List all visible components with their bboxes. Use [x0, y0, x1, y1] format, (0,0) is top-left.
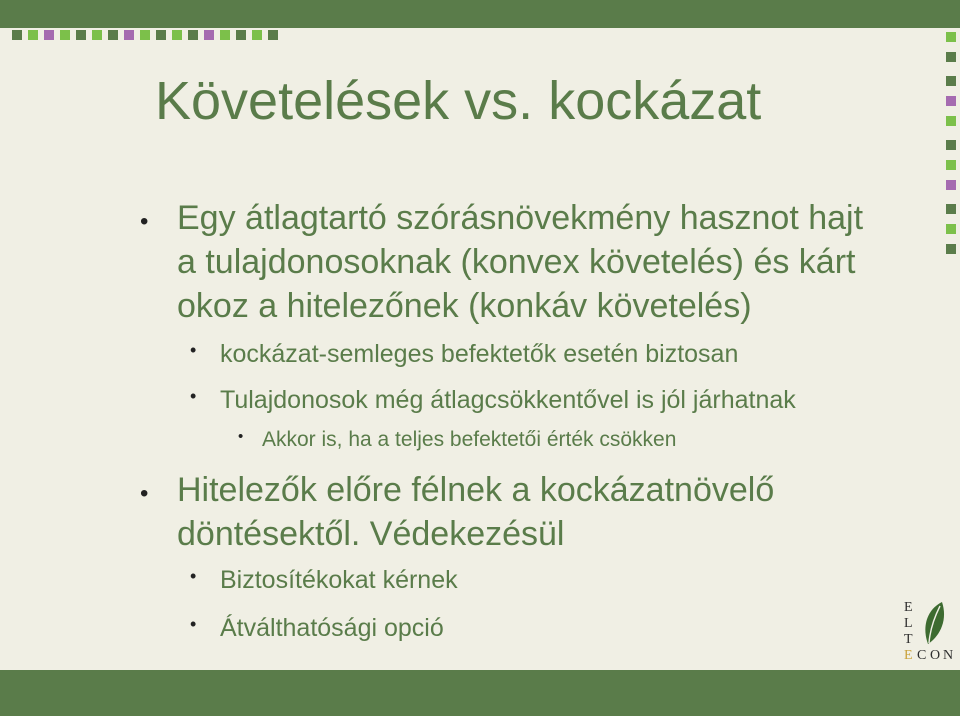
slide-title: Követelések vs. kockázat — [155, 71, 762, 131]
leaf-icon — [920, 600, 948, 646]
bullet-marker: • — [140, 480, 149, 507]
bullet-1-sub-sub-1: Akkor is, ha a teljes befektetői érték csökken — [262, 428, 677, 451]
bullet-2-sub-2: Átválthatósági opció — [220, 614, 444, 642]
sub-bullet-marker: • — [190, 386, 197, 406]
sub-bullet-marker: • — [190, 340, 197, 360]
top-bar — [0, 0, 960, 28]
sub-bullet-marker: • — [190, 566, 197, 586]
bullet-marker: • — [140, 208, 149, 235]
logo-letter: E — [904, 648, 913, 663]
logo-letter: O — [930, 648, 941, 663]
bullet-2-sub-1: Biztosítékokat kérnek — [220, 566, 458, 594]
bullet-1-sub-2: Tulajdonosok még átlagcsökkentővel is jól járhatnak — [220, 386, 796, 414]
logo-letter: N — [943, 648, 954, 663]
bullet-2-line-2: döntésektől. Védekezésül — [177, 515, 565, 553]
bullet-1-line-2: a tulajdonosoknak (konvex követelés) és kárt — [177, 243, 856, 281]
bullet-1-line-3: okoz a hitelezőnek (konkáv követelés) — [177, 287, 752, 325]
logo-letter: T — [904, 632, 913, 647]
bullet-1-sub-1: kockázat-semleges befektetők esetén biztosan — [220, 340, 739, 368]
elte-econ-logo — [900, 600, 958, 662]
logo-letter: C — [917, 648, 927, 663]
sub-sub-bullet-marker: • — [238, 428, 244, 445]
bottom-bar — [0, 670, 960, 716]
bullet-1-line-1: Egy átlagtartó szórásnövekmény hasznot hajt — [177, 199, 864, 237]
sub-bullet-marker: • — [190, 614, 197, 634]
bullet-2-line-1: Hitelezők előre félnek a kockázatnövelő — [177, 471, 775, 509]
logo-letter: L — [904, 616, 913, 631]
logo-letter: E — [904, 600, 913, 615]
